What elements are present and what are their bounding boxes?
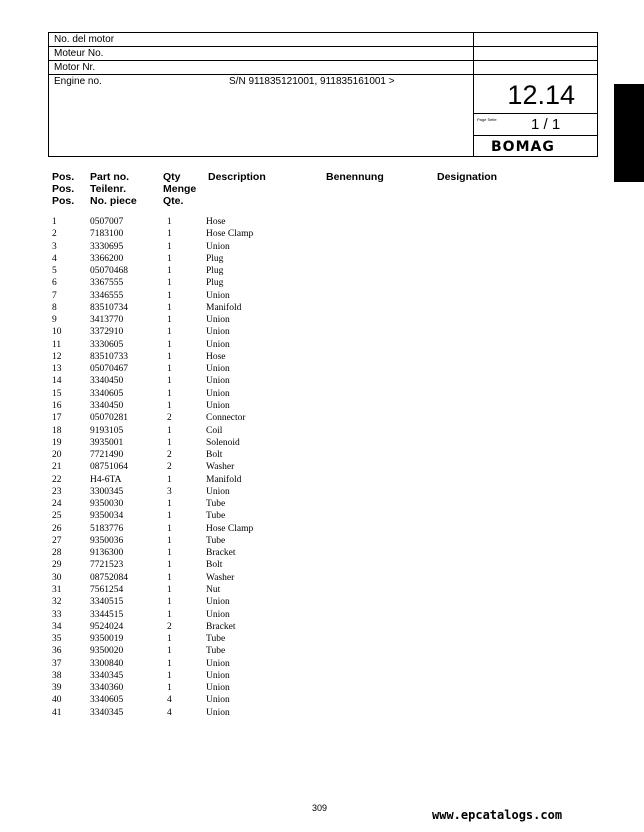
pos-cell: 16 [52, 400, 62, 411]
quantity-cell: 1 [167, 511, 172, 522]
description-cell: Tube [206, 634, 226, 645]
quantity-cell: 1 [167, 425, 172, 436]
table-row [52, 241, 552, 253]
description-cell: Bracket [206, 621, 236, 632]
description-cell: Tube [206, 535, 226, 546]
quantity-cell: 1 [167, 339, 172, 350]
quantity-cell: 2 [167, 462, 172, 473]
table-row [52, 510, 552, 522]
title-block [48, 32, 598, 157]
description-cell: Plug [206, 266, 224, 277]
table-row [52, 425, 552, 437]
description-cell: Union [206, 658, 230, 669]
description-cell: Union [206, 400, 230, 411]
column-header-designation: Designation [437, 171, 498, 183]
description-cell: Union [206, 670, 230, 681]
description-cell: Union [206, 597, 230, 608]
pos-cell: 3 [52, 241, 57, 252]
column-header-benennung: Benennung [326, 171, 384, 183]
table-row [52, 351, 552, 363]
part-number-cell: 3935001 [90, 437, 124, 448]
description-cell: Union [206, 290, 230, 301]
table-row [52, 437, 552, 449]
quantity-cell: 1 [167, 474, 172, 485]
blank-cell [473, 61, 597, 75]
pos-cell: 34 [52, 621, 62, 632]
part-number-cell: 7561254 [90, 584, 124, 595]
description-cell: Coil [206, 425, 223, 436]
blank-cell [473, 33, 597, 47]
description-cell: Tube [206, 646, 226, 657]
table-row [52, 596, 552, 608]
column-label: Pos. [52, 171, 75, 183]
quantity-cell: 1 [167, 499, 172, 510]
pos-cell: 2 [52, 229, 57, 240]
part-number-cell: 9350020 [90, 646, 124, 657]
pos-cell: 13 [52, 364, 62, 375]
pos-cell: 5 [52, 266, 57, 277]
quantity-cell: 2 [167, 413, 172, 424]
part-number-cell: 9350030 [90, 499, 124, 510]
part-number-cell: 3340345 [90, 670, 124, 681]
description-cell: Plug [206, 253, 224, 264]
description-cell: Union [206, 609, 230, 620]
part-number-cell: 3330605 [90, 339, 124, 350]
pos-cell: 40 [52, 695, 62, 706]
table-row [52, 400, 552, 412]
description-cell: Hose Clamp [206, 229, 254, 240]
part-number-cell: 5183776 [90, 523, 124, 534]
table-row [52, 486, 552, 498]
table-row [52, 535, 552, 547]
table-row [52, 375, 552, 387]
table-row [52, 498, 552, 510]
column-label: Teilenr. [90, 183, 126, 195]
description-cell: Union [206, 707, 230, 718]
table-row [52, 474, 552, 486]
table-row [52, 412, 552, 424]
part-number-cell: 3340515 [90, 597, 124, 608]
quantity-cell: 1 [167, 560, 172, 571]
description-cell: Bracket [206, 548, 236, 559]
quantity-cell: 1 [167, 609, 172, 620]
part-number-cell: 3330695 [90, 241, 124, 252]
description-cell: Tube [206, 511, 226, 522]
description-cell: Solenoid [206, 437, 240, 448]
table-row [52, 645, 552, 657]
description-cell: Connector [206, 413, 246, 424]
column-header-pos [52, 171, 74, 207]
description-cell: Hose Clamp [206, 523, 254, 534]
part-number-cell: 3340605 [90, 388, 124, 399]
description-cell: Manifold [206, 302, 242, 313]
serial-number: S/N 911835121001, 911835161001 > [229, 76, 395, 87]
pos-cell: 28 [52, 548, 62, 559]
quantity-cell: 1 [167, 290, 172, 301]
part-number-cell: 3300345 [90, 486, 124, 497]
pos-cell: 41 [52, 707, 62, 718]
page-indicator: 1 / 1 [531, 116, 561, 133]
part-number-cell: 83510733 [90, 351, 128, 362]
pos-cell: 12 [52, 351, 62, 362]
description-cell: Hose [206, 351, 226, 362]
pos-cell: 22 [52, 474, 62, 485]
table-row [52, 670, 552, 682]
page-number: 309 [312, 803, 328, 813]
table-row [52, 682, 552, 694]
quantity-cell: 1 [167, 327, 172, 338]
pos-cell: 31 [52, 584, 62, 595]
description-cell: Union [206, 364, 230, 375]
part-number-cell: 05070467 [90, 364, 128, 375]
quantity-cell: 1 [167, 376, 172, 387]
table-row [52, 707, 552, 719]
part-number-cell: 9350036 [90, 535, 124, 546]
quantity-cell: 1 [167, 634, 172, 645]
motor-label-fr: Moteur No. [49, 47, 473, 61]
description-cell: Plug [206, 278, 224, 289]
pos-cell: 30 [52, 572, 62, 583]
column-label: Pos. [52, 183, 75, 195]
quantity-cell: 2 [167, 450, 172, 461]
part-number-cell: 08752084 [90, 572, 128, 583]
column-header-description: Description [208, 171, 266, 183]
part-number-cell: H4-6TA [90, 474, 122, 485]
pos-cell: 39 [52, 683, 62, 694]
part-number-cell: 9136300 [90, 548, 124, 559]
quantity-cell: 1 [167, 646, 172, 657]
table-row [52, 523, 552, 535]
table-row [52, 388, 552, 400]
pos-cell: 27 [52, 535, 62, 546]
pos-cell: 11 [52, 339, 62, 350]
table-row [52, 314, 552, 326]
description-cell: Union [206, 695, 230, 706]
column-label: Menge [163, 183, 197, 195]
column-label: Part no. [90, 171, 130, 183]
quantity-cell: 1 [167, 266, 172, 277]
pos-cell: 9 [52, 315, 57, 326]
page-cell [473, 114, 597, 136]
description-cell: Union [206, 241, 230, 252]
part-number-cell: 3413770 [90, 315, 124, 326]
description-cell: Union [206, 315, 230, 326]
table-row [52, 277, 552, 289]
part-number-cell: 3340360 [90, 683, 124, 694]
quantity-cell: 1 [167, 548, 172, 559]
engine-row [49, 75, 473, 89]
quantity-cell: 1 [167, 523, 172, 534]
table-row [52, 658, 552, 670]
description-cell: Bolt [206, 450, 223, 461]
table-row [52, 290, 552, 302]
quantity-cell: 1 [167, 364, 172, 375]
pos-cell: 8 [52, 302, 57, 313]
pos-cell: 35 [52, 634, 62, 645]
description-cell: Union [206, 486, 230, 497]
table-row [52, 609, 552, 621]
section-tab-marker [614, 84, 644, 182]
quantity-cell: 1 [167, 437, 172, 448]
table-row [52, 461, 552, 473]
part-number-cell: 3300840 [90, 658, 124, 669]
parts-list [52, 216, 552, 719]
description-cell: Nut [206, 584, 221, 595]
part-number-cell: 9524024 [90, 621, 124, 632]
table-row [52, 584, 552, 596]
part-number-cell: 9350034 [90, 511, 124, 522]
quantity-cell: 1 [167, 400, 172, 411]
part-number-cell: 83510734 [90, 302, 128, 313]
table-row [52, 253, 552, 265]
table-row [52, 633, 552, 645]
part-number-cell: 3346555 [90, 290, 124, 301]
column-label: No. piece [90, 195, 137, 207]
pos-cell: 6 [52, 278, 57, 289]
table-row [52, 302, 552, 314]
bomag-logo: BOMAG [491, 139, 555, 155]
pos-cell: 23 [52, 486, 62, 497]
pos-cell: 20 [52, 450, 62, 461]
description-cell: Washer [206, 572, 235, 583]
part-number-cell: 0507007 [90, 217, 124, 227]
description-cell: Union [206, 683, 230, 694]
pos-cell: 37 [52, 658, 62, 669]
quantity-cell: 1 [167, 278, 172, 289]
quantity-cell: 4 [167, 695, 172, 706]
quantity-cell: 4 [167, 707, 172, 718]
quantity-cell: 1 [167, 683, 172, 694]
quantity-cell: 1 [167, 572, 172, 583]
quantity-cell: 1 [167, 597, 172, 608]
table-row [52, 621, 552, 633]
description-cell: Bolt [206, 560, 223, 571]
section-info [473, 33, 597, 156]
pos-cell: 4 [52, 253, 57, 264]
quantity-cell: 1 [167, 241, 172, 252]
quantity-cell: 1 [167, 217, 172, 227]
table-row [52, 265, 552, 277]
column-header-part [90, 171, 137, 207]
description-cell: Tube [206, 499, 226, 510]
pos-cell: 10 [52, 327, 62, 338]
quantity-cell: 1 [167, 535, 172, 546]
section-number: 12.14 [507, 80, 575, 110]
part-number-cell: 3366200 [90, 253, 124, 264]
pos-cell: 17 [52, 413, 62, 424]
part-number-cell: 3372910 [90, 327, 124, 338]
description-cell: Union [206, 388, 230, 399]
part-number-cell: 3340345 [90, 707, 124, 718]
quantity-cell: 1 [167, 658, 172, 669]
part-number-cell: 7721523 [90, 560, 124, 571]
quantity-cell: 1 [167, 229, 172, 240]
part-number-cell: 9350019 [90, 634, 124, 645]
quantity-cell: 1 [167, 302, 172, 313]
column-label: Qte. [163, 195, 184, 207]
page-label: Page Seite [477, 117, 497, 122]
description-cell: Manifold [206, 474, 242, 485]
part-number-cell: 9193105 [90, 425, 124, 436]
table-row [52, 216, 552, 228]
table-row [52, 572, 552, 584]
section-cell [473, 75, 597, 114]
pos-cell: 26 [52, 523, 62, 534]
pos-cell: 1 [52, 217, 57, 227]
part-number-cell: 05070281 [90, 413, 128, 424]
motor-label-de: Motor Nr. [49, 61, 473, 75]
motor-info [49, 33, 474, 156]
table-row [52, 326, 552, 338]
pos-cell: 18 [52, 425, 62, 436]
table-row [52, 449, 552, 461]
pos-cell: 32 [52, 597, 62, 608]
table-row [52, 363, 552, 375]
pos-cell: 38 [52, 670, 62, 681]
pos-cell: 25 [52, 511, 62, 522]
quantity-cell: 1 [167, 315, 172, 326]
part-number-cell: 3367555 [90, 278, 124, 289]
pos-cell: 24 [52, 499, 62, 510]
table-row [52, 339, 552, 351]
pos-cell: 19 [52, 437, 62, 448]
motor-label-es: No. del motor [49, 33, 473, 47]
part-number-cell: 05070468 [90, 266, 128, 277]
column-label: Qty [163, 171, 181, 183]
pos-cell: 7 [52, 290, 57, 301]
quantity-cell: 3 [167, 486, 172, 497]
pos-cell: 14 [52, 376, 62, 387]
motor-label-en: Engine no. [54, 76, 102, 87]
part-number-cell: 08751064 [90, 462, 128, 473]
source-url: www.epcatalogs.com [432, 808, 563, 822]
quantity-cell: 1 [167, 584, 172, 595]
pos-cell: 21 [52, 462, 62, 473]
quantity-cell: 1 [167, 388, 172, 399]
description-cell: Union [206, 327, 230, 338]
description-cell: Union [206, 339, 230, 350]
quantity-cell: 1 [167, 253, 172, 264]
part-number-cell: 3340450 [90, 376, 124, 387]
description-cell: Washer [206, 462, 235, 473]
table-row [52, 228, 552, 240]
quantity-cell: 1 [167, 670, 172, 681]
table-row [52, 547, 552, 559]
part-number-cell: 3344515 [90, 609, 124, 620]
part-number-cell: 3340605 [90, 695, 124, 706]
pos-cell: 29 [52, 560, 62, 571]
part-number-cell: 7721490 [90, 450, 124, 461]
column-header-qty [163, 171, 196, 207]
pos-cell: 15 [52, 388, 62, 399]
description-cell: Union [206, 376, 230, 387]
logo-cell [473, 136, 597, 156]
part-number-cell: 3340450 [90, 400, 124, 411]
pos-cell: 36 [52, 646, 62, 657]
blank-cell [473, 47, 597, 61]
column-label: Pos. [52, 195, 75, 207]
table-row [52, 694, 552, 706]
part-number-cell: 7183100 [90, 229, 124, 240]
pos-cell: 33 [52, 609, 62, 620]
description-cell: Hose [206, 217, 226, 227]
quantity-cell: 1 [167, 351, 172, 362]
table-row [52, 559, 552, 571]
quantity-cell: 2 [167, 621, 172, 632]
